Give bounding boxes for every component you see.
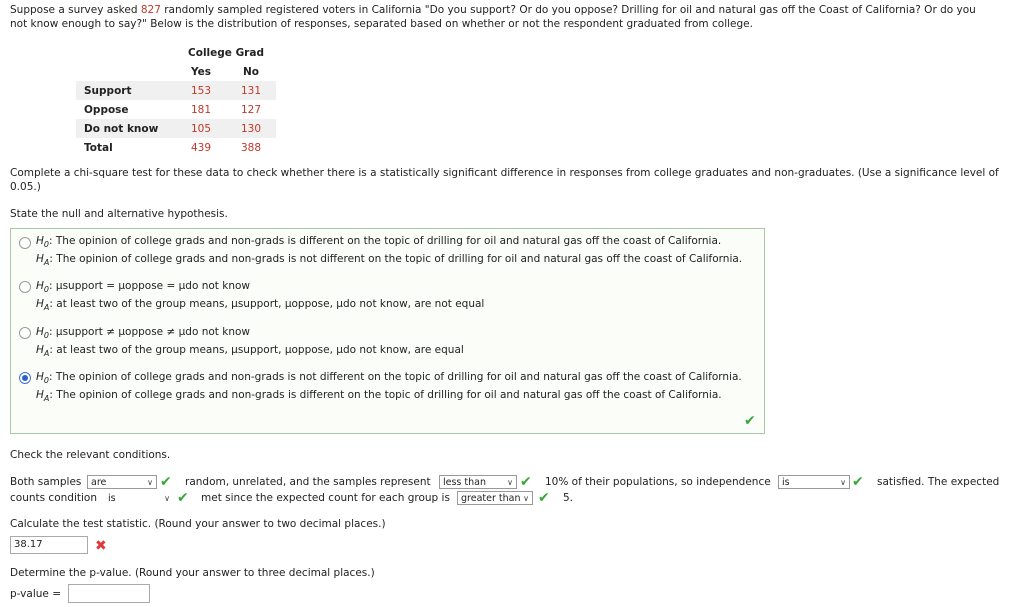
table-row: Oppose 181 127 <box>84 103 262 116</box>
hypothesis-radio-1[interactable] <box>19 237 31 249</box>
option3-h0: $H_0$: μsupport ≠ μoppose ≠ μdo not know <box>36 326 251 341</box>
hypothesis-options <box>10 228 765 434</box>
table-row: Total 439 388 <box>84 141 262 154</box>
p-value-input[interactable] <box>68 584 150 603</box>
conditions-prompt: Check the relevant conditions. <box>10 449 171 461</box>
hypothesis-radio-2[interactable] <box>19 281 31 293</box>
option1-ha: $H_A$: The opinion of college grads and non-grads is not different on the topic of drilling for oil and natural gas off the coast of California. <box>36 253 743 268</box>
instructions: Complete a chi-square test for these data to check whether there is a statistically significant difference in responses from college graduates and non-graduates. (Use a significance level of 0.05.) <box>10 167 999 193</box>
p-value-prompt: Determine the p-value. (Round your answer to three decimal places.) <box>10 567 375 579</box>
check-icon: ✔ <box>160 474 172 490</box>
check-icon: ✔ <box>177 490 189 506</box>
check-icon: ✔ <box>520 474 532 490</box>
expected-count-select[interactable]: greater than ∨ <box>457 491 533 505</box>
test-stat-prompt: Calculate the test statistic. (Round your answer to two decimal places.) <box>10 518 386 530</box>
option3-ha: $H_A$: at least two of the group means, μsupport, μoppose, μdo not know, are equal <box>36 344 464 359</box>
table-row: Do not know 105 130 <box>76 119 276 138</box>
table-row: Support 153 131 <box>76 81 276 100</box>
p-value-label: p-value = <box>10 588 61 600</box>
samples-select[interactable]: are ∨ <box>87 475 157 489</box>
option4-ha: $H_A$: The opinion of college grads and non-grads is different on the topic of drilling for oil and natural gas off the coast of California. <box>36 389 722 404</box>
x-icon: ✖ <box>95 538 107 554</box>
check-icon: ✔ <box>538 490 550 506</box>
problem-intro: Suppose a survey asked 827 randomly sampled registered voters in California "Do you support? Or do you oppose? Drilling for oil and natural gas off the Coast of California? Or do you not know enough to say?" Below is the distribution of responses, separated based on whether or not the respondent graduated from college. <box>10 4 976 30</box>
check-icon: ✔ <box>852 474 864 490</box>
expected-counts-select[interactable]: is ∨ <box>104 491 174 505</box>
sample-size: 827 <box>140 4 161 16</box>
option2-ha: $H_A$: at least two of the group means, μsupport, μoppose, μdo not know, are not equal <box>36 298 485 313</box>
test-stat-input[interactable]: 38.17 <box>10 536 88 554</box>
population-select[interactable]: less than ∨ <box>439 475 517 489</box>
option1-h0: $H_0$: The opinion of college grads and non-grads is different on the topic of drilling for oil and natural gas off the coast of California. <box>36 235 722 250</box>
independence-select[interactable]: is ∨ <box>778 475 850 489</box>
contingency-table: College Grad Yes No Support 153 131 Oppose 181 127 Do not know 105 130 Total 439 388 <box>76 43 276 157</box>
check-icon: ✔ <box>744 413 756 429</box>
hypothesis-radio-4[interactable] <box>19 372 31 384</box>
option2-h0: $H_0$: μsupport = μoppose = μdo not know <box>36 280 251 295</box>
hypothesis-prompt: State the null and alternative hypothesis. <box>10 208 228 220</box>
hypothesis-radio-3[interactable] <box>19 327 31 339</box>
option4-h0: $H_0$: The opinion of college grads and non-grads is not different on the topic of drilling for oil and natural gas off the coast of California. <box>36 371 742 386</box>
